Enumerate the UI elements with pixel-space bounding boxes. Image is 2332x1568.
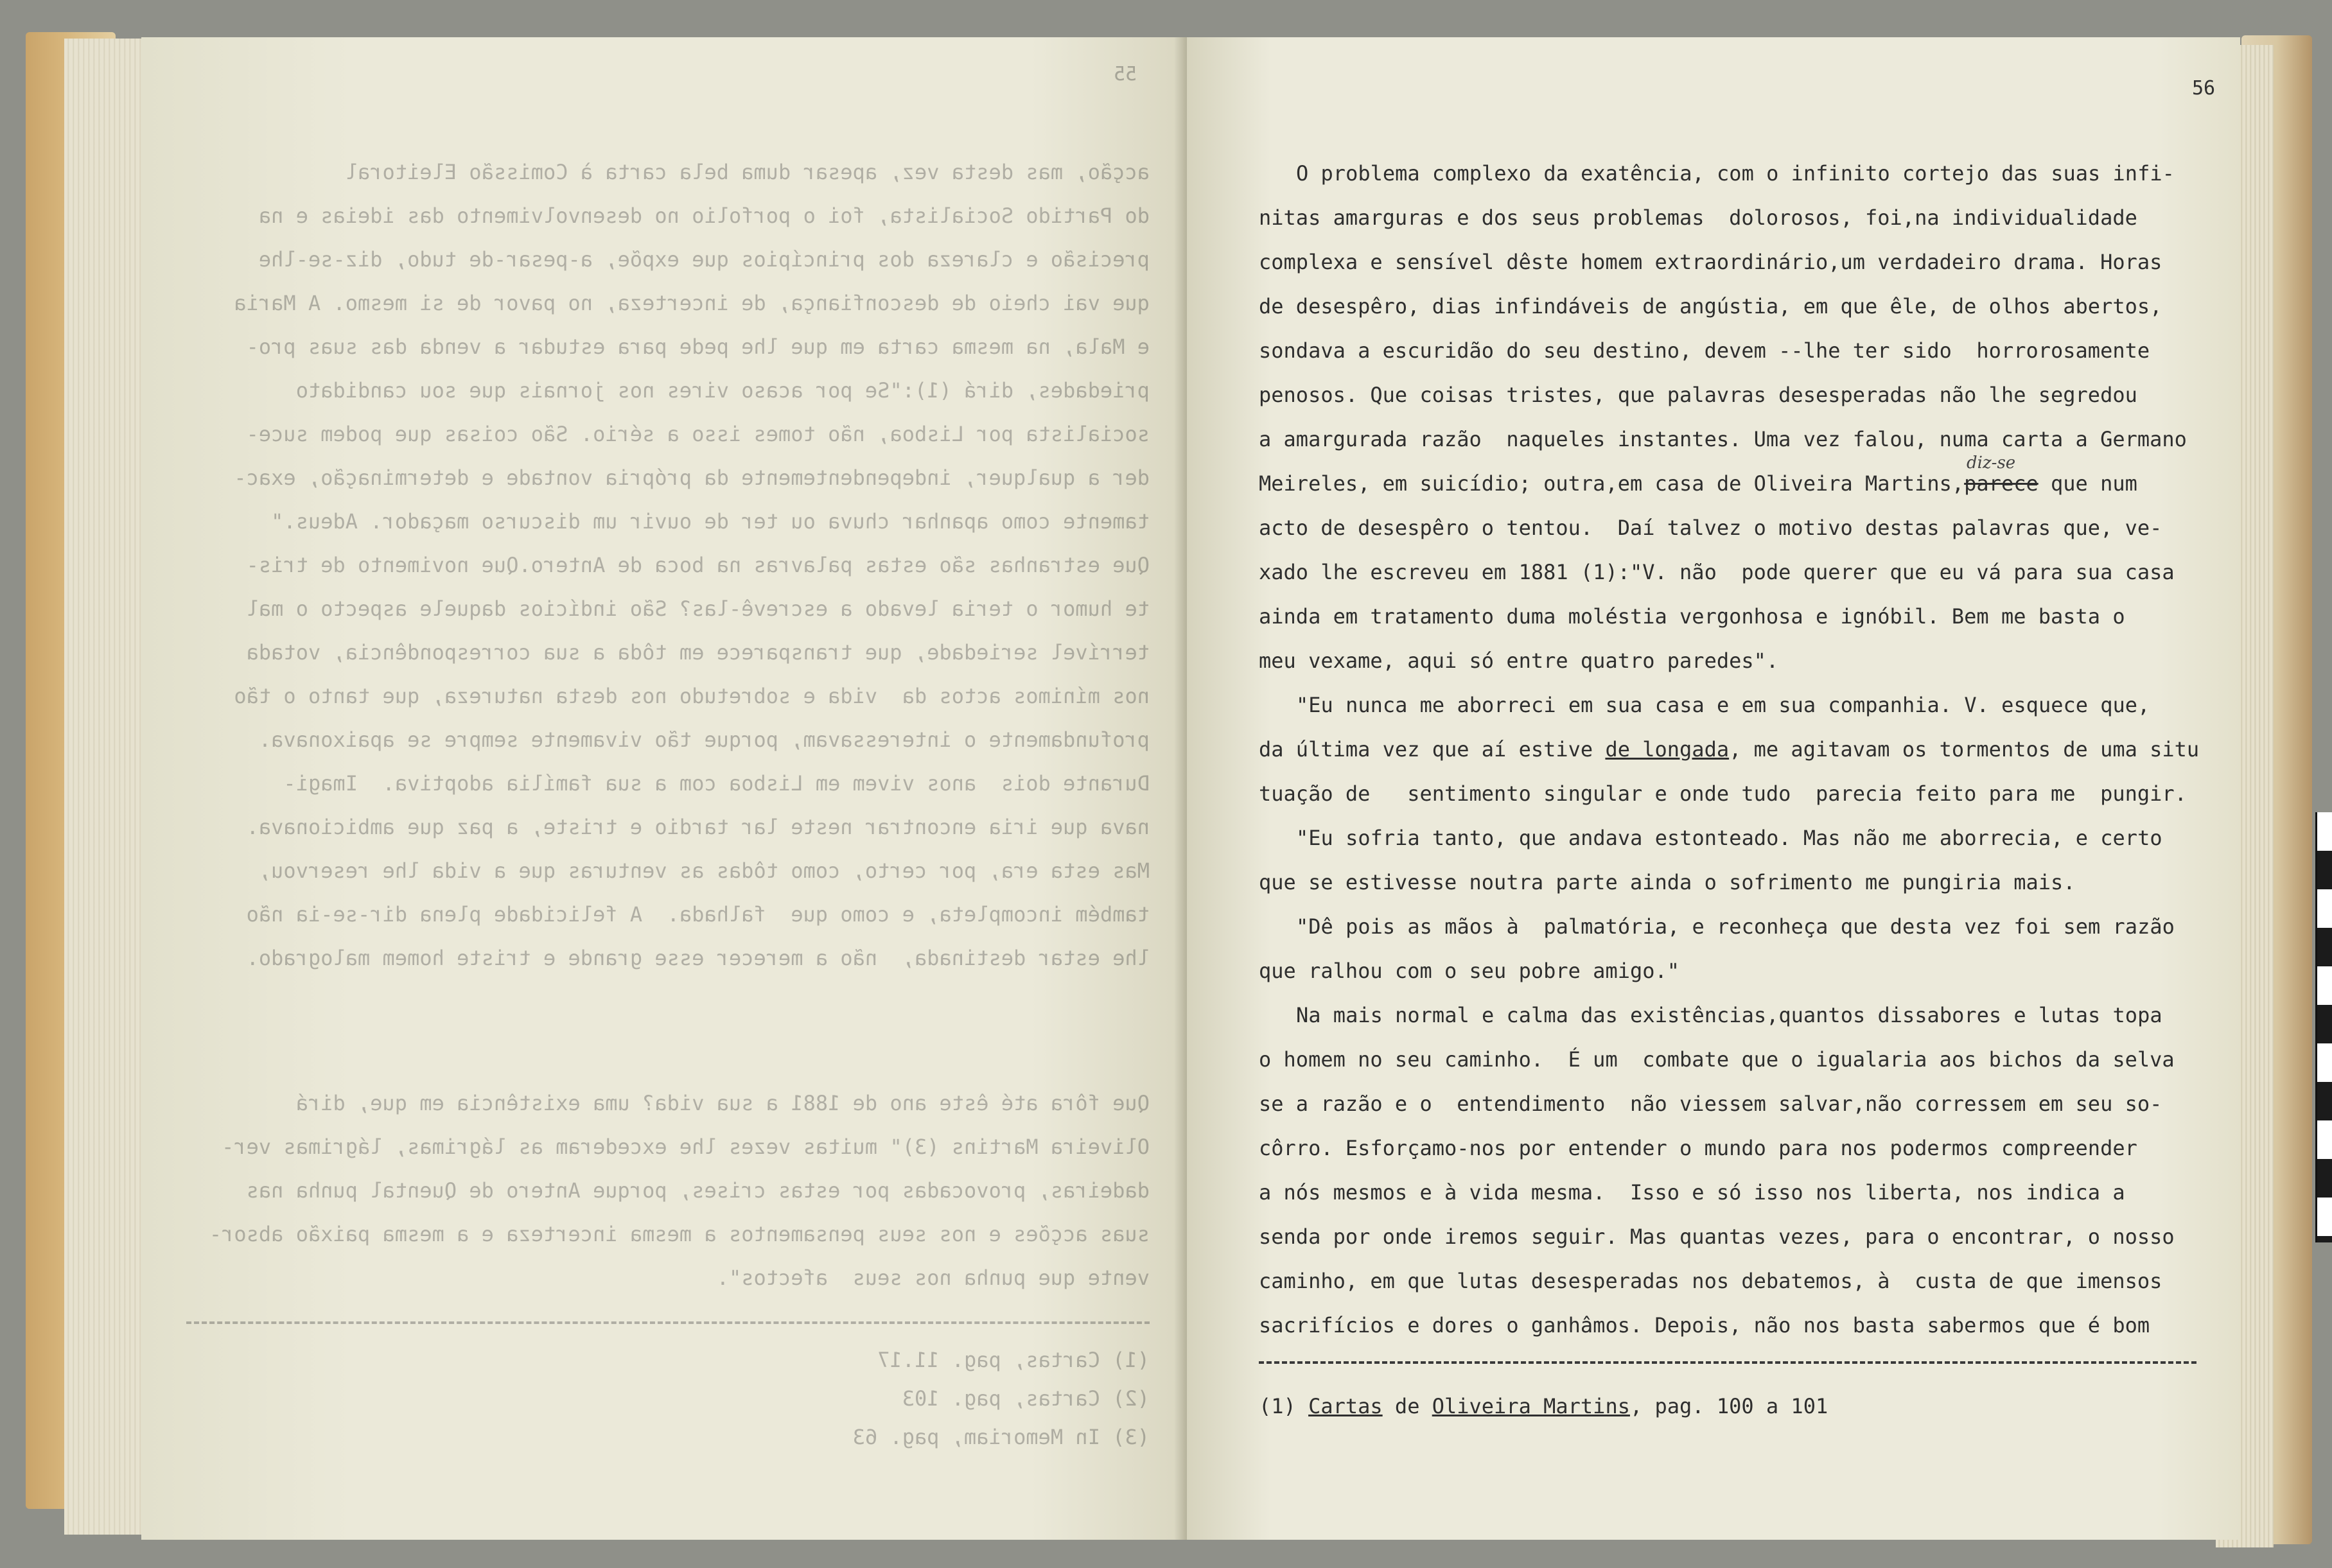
underlined-phrase: de longada xyxy=(1605,737,1730,762)
text-line: Na mais normal e calma das existências,quantos dissabores e lutas topa xyxy=(1296,1003,2162,1027)
handwritten-correction: diz-se xyxy=(1967,453,2016,473)
bleed-line: precisão e clareza dos princípios que expõe, a-pesar-de tudo, diz-se-lhe xyxy=(258,247,1150,272)
text-line: xado lhe escreveu em 1881 (1):"V. não pode querer que eu vá para sua casa xyxy=(1259,560,2175,584)
right-page-number: 56 xyxy=(2192,77,2216,100)
text-line: "Eu nunca me aborreci em sua casa e em sua companhia. V. esquece que, xyxy=(1296,693,2150,717)
bleed-line: Mas esta era, por certo, como tôdas as venturas que a vida lhe reservou, xyxy=(258,858,1150,883)
text-line: "Dê pois as mãos à palmatória, e reconheça que desta vez foi sem razão xyxy=(1296,914,2175,939)
bleed-line: Que fôra até êste ano de 1881 a sua vida? uma existência em que, dirá xyxy=(295,1091,1150,1115)
bleed-line: suas acções e nos seus pensamentos a mesma incerteza e a mesma paixão absor- xyxy=(209,1222,1150,1246)
bleed-line: terrível seriedade, que transparece em tôda a sua correspondência, votada xyxy=(246,640,1150,665)
bleed-through-text xyxy=(141,37,1188,1540)
bleed-line: socialista por Lisboa, não tomes isso a sério. São coisas que podem suce- xyxy=(246,422,1150,446)
text-line: senda por onde iremos seguir. Mas quantas vezes, para o encontrar, o nosso xyxy=(1259,1224,2175,1249)
bleed-line: Que estranhas são estas palavras na boca de Antero.Que novimento de tris- xyxy=(246,553,1150,577)
text-line: acto de desespêro o tentou. Daí talvez o motivo destas palavras que, ve- xyxy=(1259,516,2162,540)
bleed-line: Durante dois anos vivem em Lisboa com a sua família adoptiva. Imagi- xyxy=(283,771,1150,796)
text-line: o homem no seu caminho. É um combate que o igualaria aos bichos da selva xyxy=(1259,1047,2175,1072)
text-line: Meireles, em suicídio; outra,em casa de Oliveira Martins,parece que num xyxy=(1259,471,2137,496)
text-line: "Eu sofria tanto, que andava estonteado. Mas não me aborrecia, e certo xyxy=(1296,826,2162,850)
text-line: a nós mesmos e à vida mesma. Isso e só isso nos liberta, nos indica a xyxy=(1259,1180,2125,1205)
bleed-line: vente que punha nos seus afectos". xyxy=(716,1266,1150,1290)
text-line: tuação de sentimento singular e onde tudo parecia feito para me pungir. xyxy=(1259,781,2187,806)
bleed-line: nos mínimos actos da vida e sobretudo nos desta natureza, que tanto o tão xyxy=(234,684,1150,708)
bleed-line: lhe estar destinada, não a merecer esse grande e triste homem malogrado. xyxy=(246,946,1150,970)
bleed-line: do Partido Socialista, foi o porfolio no desenvolvimento das ideias e na xyxy=(258,204,1150,228)
bleed-line: priedades, dirá (1):"Se por acaso vires nos jornais que sou candidato xyxy=(295,378,1150,403)
text-line: que se estivesse noutra parte ainda o sofrimento me pungiria mais. xyxy=(1259,870,2076,894)
footnote-rule xyxy=(186,1321,1150,1324)
text-line: complexa e sensível dêste homem extraordinário,um verdadeiro drama. Horas xyxy=(1259,250,2162,274)
footnote: (1) Cartas de Oliveira Martins, pag. 100 a 101 xyxy=(1259,1394,1828,1418)
text-line: meu vexame, aqui só entre quatro paredes". xyxy=(1259,649,1779,673)
bleed-line: que vai cheio de desconfiança, de incerteza, no pavor de si mesmo. A Maria xyxy=(234,291,1150,315)
text-line: sondava a escuridão do seu destino, devem --lhe ter sido horrorosamente xyxy=(1259,338,2150,363)
bleed-line: der a qualquer, independentemente da própria vontade e determinação, exac- xyxy=(234,466,1150,490)
text-line: que ralhou com o seu pobre amigo." xyxy=(1259,959,1680,983)
right-page xyxy=(1187,37,2240,1540)
text-line: de desespêro, dias infindáveis de angústia, em que êle, de olhos abertos, xyxy=(1259,294,2162,318)
text-line: a amargurada razão naqueles instantes. Uma vez falou, numa carta a Germano xyxy=(1259,427,2187,451)
text-line: sacrifícios e dores o ganhâmos. Depois, não nos basta sabermos que é bom xyxy=(1259,1313,2150,1337)
text-line: penosos. Que coisas tristes, que palavras desesperadas não lhe segredou xyxy=(1259,383,2137,407)
text-line: côrro. Esforçamo-nos por entender o mundo para nos podermos compreender xyxy=(1259,1136,2137,1160)
text-line: se a razão e o entendimento não viessem salvar,não corressem em seu so- xyxy=(1259,1092,2162,1116)
bleed-note: (1) Cartas, pag. 11.17 xyxy=(877,1348,1150,1372)
text-line: O problema complexo da exatência, com o infinito cortejo das suas infi- xyxy=(1296,161,2175,186)
footnote-rule xyxy=(1259,1361,2196,1364)
left-page xyxy=(141,37,1188,1540)
bleed-line: e Mala, na mesma carta em que lhe pede para estudar a venda das suas pro- xyxy=(246,335,1150,359)
left-page-number: 55 xyxy=(1113,63,1137,85)
text-line: ainda em tratamento duma moléstia vergonhosa e ignóbil. Bem me basta o xyxy=(1259,604,2125,629)
bleed-note: (2) Cartas, pag. 103 xyxy=(902,1386,1150,1411)
bleed-line: Oliveira Martins (3)" muitas vezes lhe excederam as lágrimas, lágrimas ver- xyxy=(222,1135,1150,1159)
text-line: da última vez que aí estive de longada, me agitavam os tormentos de uma situ xyxy=(1259,737,2200,762)
struck-word: parece xyxy=(1964,471,2038,496)
bleed-line: profundamente o interessavam, porque tão vivamente sempre se apaixonava. xyxy=(258,727,1150,752)
bleed-line: nava que iria encontrar neste lar tardio e triste, a paz que ambicionava. xyxy=(246,815,1150,839)
bleed-line: também incompleta, e como que falhada. A felicidade plena dir-se-ia não xyxy=(246,902,1150,927)
text-line: caminho, em que lutas desesperadas nos debatemos, à custa de que imensos xyxy=(1259,1269,2162,1293)
bleed-line: dadeiras, provocadas por estas crises, porque Antero de Quental punha nas xyxy=(246,1178,1150,1203)
bleed-line: te humor o teria levado a escrevê-las? São indícios daquele aspecto o mal xyxy=(246,597,1150,621)
bleed-line: tamente como apanhar chuva ou ter de ouvir um discurso maçador. Adeus." xyxy=(271,509,1150,534)
bleed-note: (3) In Memoriam, pag. 63 xyxy=(852,1425,1150,1449)
text-line: nitas amarguras e dos seus problemas dolorosos, foi,na individualidade xyxy=(1259,205,2137,230)
scale-ruler xyxy=(2315,812,2332,1242)
bleed-line: acção, mas desta vez, apesar duma bela carta à Comissão Eleitoral xyxy=(345,160,1150,184)
